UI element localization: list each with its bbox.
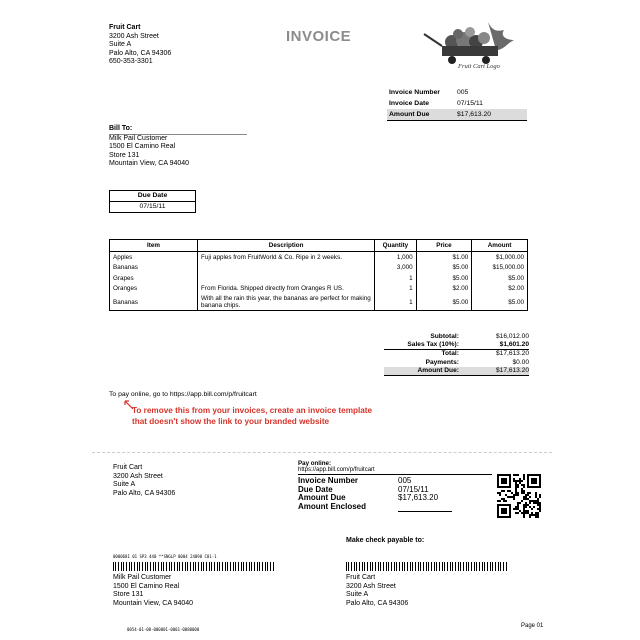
total-value: $17,613.20	[495, 350, 529, 358]
invoice-meta	[387, 87, 527, 121]
total-label: Sales Tax (10%):	[407, 341, 459, 349]
customer-address-block	[113, 574, 193, 608]
bill-to-label: Bill To:	[109, 125, 247, 135]
col-header-amount: Amount	[472, 240, 528, 252]
tear-line	[92, 452, 552, 453]
due-date-box	[109, 190, 196, 213]
meta-value: 005	[457, 89, 469, 96]
company-address-line: 3200 Ash Street	[109, 32, 159, 40]
payee-line: Palo Alto, CA 94306	[346, 599, 409, 607]
remit-company-line: Palo Alto, CA 94306	[113, 489, 176, 497]
company-address-line: Suite A	[109, 41, 132, 49]
cell-quantity: 1,000	[375, 252, 416, 263]
totals-block	[384, 332, 529, 376]
cell-amount: $2.00	[472, 284, 528, 295]
remit-company-line: Suite A	[113, 481, 136, 489]
cell-quantity: 1	[375, 273, 416, 284]
remit-company-block	[113, 464, 175, 498]
total-label: Payments:	[425, 358, 459, 366]
amount-enclosed-field[interactable]	[398, 503, 452, 512]
footer-code: 0054-01-00-000001-0001-0080000	[127, 627, 200, 632]
bill-to-block	[109, 125, 247, 169]
total-amount-due	[384, 367, 529, 376]
cell-price: $2.00	[416, 284, 472, 295]
total-payments	[384, 358, 529, 366]
customer-line: 1500 El Camino Real	[113, 582, 180, 590]
cell-description: With all the rain this year, the bananas are perfect for making banana chips.	[198, 294, 375, 311]
payee-address-block	[346, 574, 408, 608]
meta-label: Invoice Number	[389, 89, 440, 96]
remit-value: 005	[398, 476, 412, 485]
payee-line: Suite A	[346, 591, 369, 599]
table-row	[110, 263, 528, 274]
meta-label: Amount Due	[389, 111, 430, 118]
annotation-line: To remove this from your invoices, create an invoice template	[132, 406, 373, 415]
total-sales-tax	[384, 340, 529, 349]
annotation-line: that doesn't show the link to your branded website	[132, 417, 330, 426]
table-row	[110, 284, 528, 295]
pay-online-url[interactable]: https://app.bill.com/p/fruitcart	[298, 467, 492, 475]
table-row	[110, 273, 528, 284]
col-header-price: Price	[416, 240, 472, 252]
customer-barcode	[113, 562, 275, 571]
remit-label: Amount Due	[298, 493, 346, 503]
total-label: Amount Due:	[417, 367, 459, 375]
remit-label: Amount Enclosed	[298, 501, 367, 511]
meta-value: 07/15/11	[457, 100, 483, 107]
total-value: $16,012.00	[495, 332, 529, 340]
cart-logo-icon	[418, 20, 528, 70]
fruit-cart-logo	[418, 20, 528, 70]
total-value: $0.00	[512, 358, 529, 366]
bill-to-line: Milk Pail Customer	[109, 134, 168, 142]
check-payable-label: Make check payable to:	[346, 537, 425, 544]
remit-label: Invoice Number	[298, 476, 359, 485]
pay-online-text: To pay online, go to https://app.bill.com/p/fruitcart	[109, 391, 257, 398]
cell-description	[198, 273, 375, 284]
total-value: $17,613.20	[495, 367, 529, 375]
cell-description: From Florida. Shipped directly from Oranges R US.	[198, 284, 375, 295]
meta-amount-due	[387, 109, 527, 121]
remit-row	[298, 503, 492, 512]
cell-item: Apples	[110, 252, 198, 263]
customer-line: Mountain View, CA 94040	[113, 599, 194, 607]
cell-quantity: 1	[375, 294, 416, 311]
due-date-label: Due Date	[110, 191, 195, 202]
meta-label: Invoice Date	[389, 100, 430, 107]
remit-value: $17,613.20	[398, 493, 439, 503]
company-phone: 650-353-3301	[109, 58, 153, 66]
payee-line: Fruit Cart	[346, 574, 376, 581]
remit-company-line: Fruit Cart	[113, 464, 143, 471]
cell-item: Oranges	[110, 284, 198, 295]
logo-caption: Fruit Cart Logo	[458, 63, 500, 70]
remit-value: 07/15/11	[398, 484, 429, 494]
page-title: INVOICE	[286, 28, 352, 45]
total-value: $1,601.20	[499, 341, 529, 349]
qr-code-icon	[497, 474, 541, 518]
company-address-line: Palo Alto, CA 94306	[109, 49, 172, 57]
total-total	[384, 350, 529, 358]
col-header-item: Item	[110, 240, 198, 252]
cell-description	[198, 263, 375, 274]
cell-item: Bananas	[110, 263, 198, 274]
page-number: Page 01	[521, 623, 544, 629]
col-header-quantity: Quantity	[375, 240, 416, 252]
cell-item: Grapes	[110, 273, 198, 284]
cell-amount: $5.00	[472, 273, 528, 284]
cell-price: $5.00	[416, 263, 472, 274]
cell-description: Fuji apples from FruitWorld & Co. Ripe in 2 weeks.	[198, 252, 375, 263]
remit-company-line: 3200 Ash Street	[113, 472, 163, 480]
items-table	[109, 239, 528, 311]
cell-amount: $5.00	[472, 294, 528, 311]
remit-label: Due Date	[298, 484, 333, 494]
bill-to-line: Mountain View, CA 94040	[109, 160, 190, 168]
customer-line: Milk Pail Customer	[113, 574, 172, 581]
cell-amount: $1,000.00	[472, 252, 528, 263]
payee-line: 3200 Ash Street	[346, 582, 396, 590]
cell-quantity: 3,000	[375, 263, 416, 274]
due-date-value: 07/15/11	[139, 203, 166, 210]
bill-to-line: Store 131	[109, 151, 140, 159]
cell-amount: $15,000.00	[472, 263, 528, 274]
table-header-row	[110, 240, 528, 252]
table-row	[110, 294, 528, 311]
pay-online-label: Pay online:	[298, 460, 332, 467]
annotation-note	[132, 405, 372, 427]
cell-item: Bananas	[110, 294, 198, 311]
total-subtotal	[384, 332, 529, 340]
cell-price: $1.00	[416, 252, 472, 263]
total-label: Subtotal:	[430, 332, 459, 340]
remit-details	[298, 460, 492, 512]
qr-code	[497, 474, 541, 518]
company-block	[109, 24, 171, 67]
company-name: Fruit Cart	[109, 24, 141, 31]
customer-code: 0000681 01 SP3 440 **SNGLP 0004 24098 C01-1	[113, 554, 217, 559]
payee-barcode	[346, 562, 508, 571]
customer-line: Store 131	[113, 591, 144, 599]
meta-value: $17,613.20	[457, 111, 492, 118]
meta-invoice-date	[387, 98, 527, 109]
cell-price: $5.00	[416, 294, 472, 311]
meta-invoice-number	[387, 87, 527, 98]
total-label: Total:	[441, 350, 459, 358]
table-row	[110, 252, 528, 263]
col-header-description: Description	[198, 240, 375, 252]
bill-to-line: 1500 El Camino Real	[109, 143, 176, 151]
cell-quantity: 1	[375, 284, 416, 295]
cell-price: $5.00	[416, 273, 472, 284]
